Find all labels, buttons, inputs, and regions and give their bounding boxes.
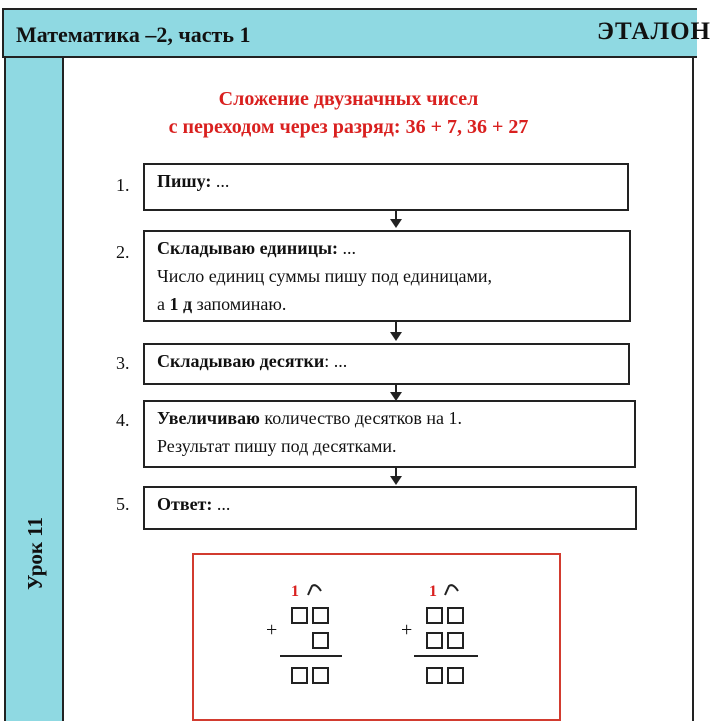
step-4-text: количество десятков на 1. bbox=[259, 408, 463, 428]
carry-digit-right: 1 bbox=[429, 583, 437, 600]
digit-square bbox=[447, 607, 464, 624]
arrow-2-3 bbox=[395, 322, 397, 339]
step-2-label: Складываю единицы: bbox=[157, 238, 338, 258]
digit-square bbox=[447, 667, 464, 684]
step-3-number: 3. bbox=[116, 353, 130, 373]
digit-square bbox=[426, 632, 443, 649]
step-1-number: 1. bbox=[116, 175, 130, 195]
lesson-sidebar bbox=[4, 58, 62, 721]
step-2-line2: Число единиц суммы пишу под единицами, bbox=[157, 266, 492, 286]
sum-line bbox=[280, 655, 342, 657]
step-5-box bbox=[143, 486, 637, 530]
step-3-text: : ... bbox=[324, 351, 348, 371]
step-2-box bbox=[143, 230, 631, 322]
step-2-line3c: запоминаю. bbox=[192, 294, 287, 314]
plus-sign: + bbox=[266, 619, 278, 641]
example-box bbox=[192, 553, 561, 721]
digit-square bbox=[447, 632, 464, 649]
step-5-label: Ответ: bbox=[157, 494, 213, 514]
sum-line bbox=[414, 655, 478, 657]
digit-square bbox=[291, 667, 308, 684]
page-title-line2: с переходом через разряд: 36 + 7, 36 + 27 bbox=[168, 116, 529, 138]
step-1-text: ... bbox=[211, 171, 230, 191]
lesson-label: Урок 11 bbox=[23, 516, 47, 590]
step-1-box bbox=[143, 163, 629, 211]
step-4-line2: Результат пишу под десятками. bbox=[157, 436, 397, 456]
step-5-number: 5. bbox=[116, 494, 130, 514]
digit-square bbox=[291, 607, 308, 624]
page-title-line1: Сложение двузначных чисел bbox=[218, 88, 479, 110]
step-4-number: 4. bbox=[116, 410, 130, 430]
step-5-text: ... bbox=[212, 494, 231, 514]
digit-square bbox=[312, 607, 329, 624]
header-bar bbox=[2, 8, 711, 58]
step-2-number: 2. bbox=[116, 242, 130, 262]
step-4-label: Увеличиваю bbox=[157, 408, 260, 428]
arrow-3-4 bbox=[395, 385, 397, 399]
header-title: Математика –2, часть 1 bbox=[16, 22, 251, 47]
carry-arrow-icon bbox=[306, 583, 324, 597]
step-3-label: Складываю десятки bbox=[157, 351, 325, 371]
step-2-line3a: а bbox=[157, 294, 170, 314]
step-4-box bbox=[143, 400, 636, 468]
arrow-4-5 bbox=[395, 468, 397, 483]
header-tag: ЭТАЛОН bbox=[597, 18, 711, 45]
step-2-text: ... bbox=[338, 238, 356, 258]
carry-arrow-icon bbox=[443, 583, 461, 597]
step-2-line3b: 1 д bbox=[169, 294, 193, 314]
digit-square bbox=[426, 607, 443, 624]
step-1-label: Пишу: bbox=[157, 171, 212, 191]
digit-square bbox=[312, 667, 329, 684]
digit-square bbox=[312, 632, 329, 649]
plus-sign: + bbox=[401, 619, 413, 641]
step-3-box bbox=[143, 343, 630, 385]
carry-digit-left: 1 bbox=[291, 583, 299, 600]
arrow-1-2 bbox=[395, 211, 397, 226]
digit-square bbox=[426, 667, 443, 684]
